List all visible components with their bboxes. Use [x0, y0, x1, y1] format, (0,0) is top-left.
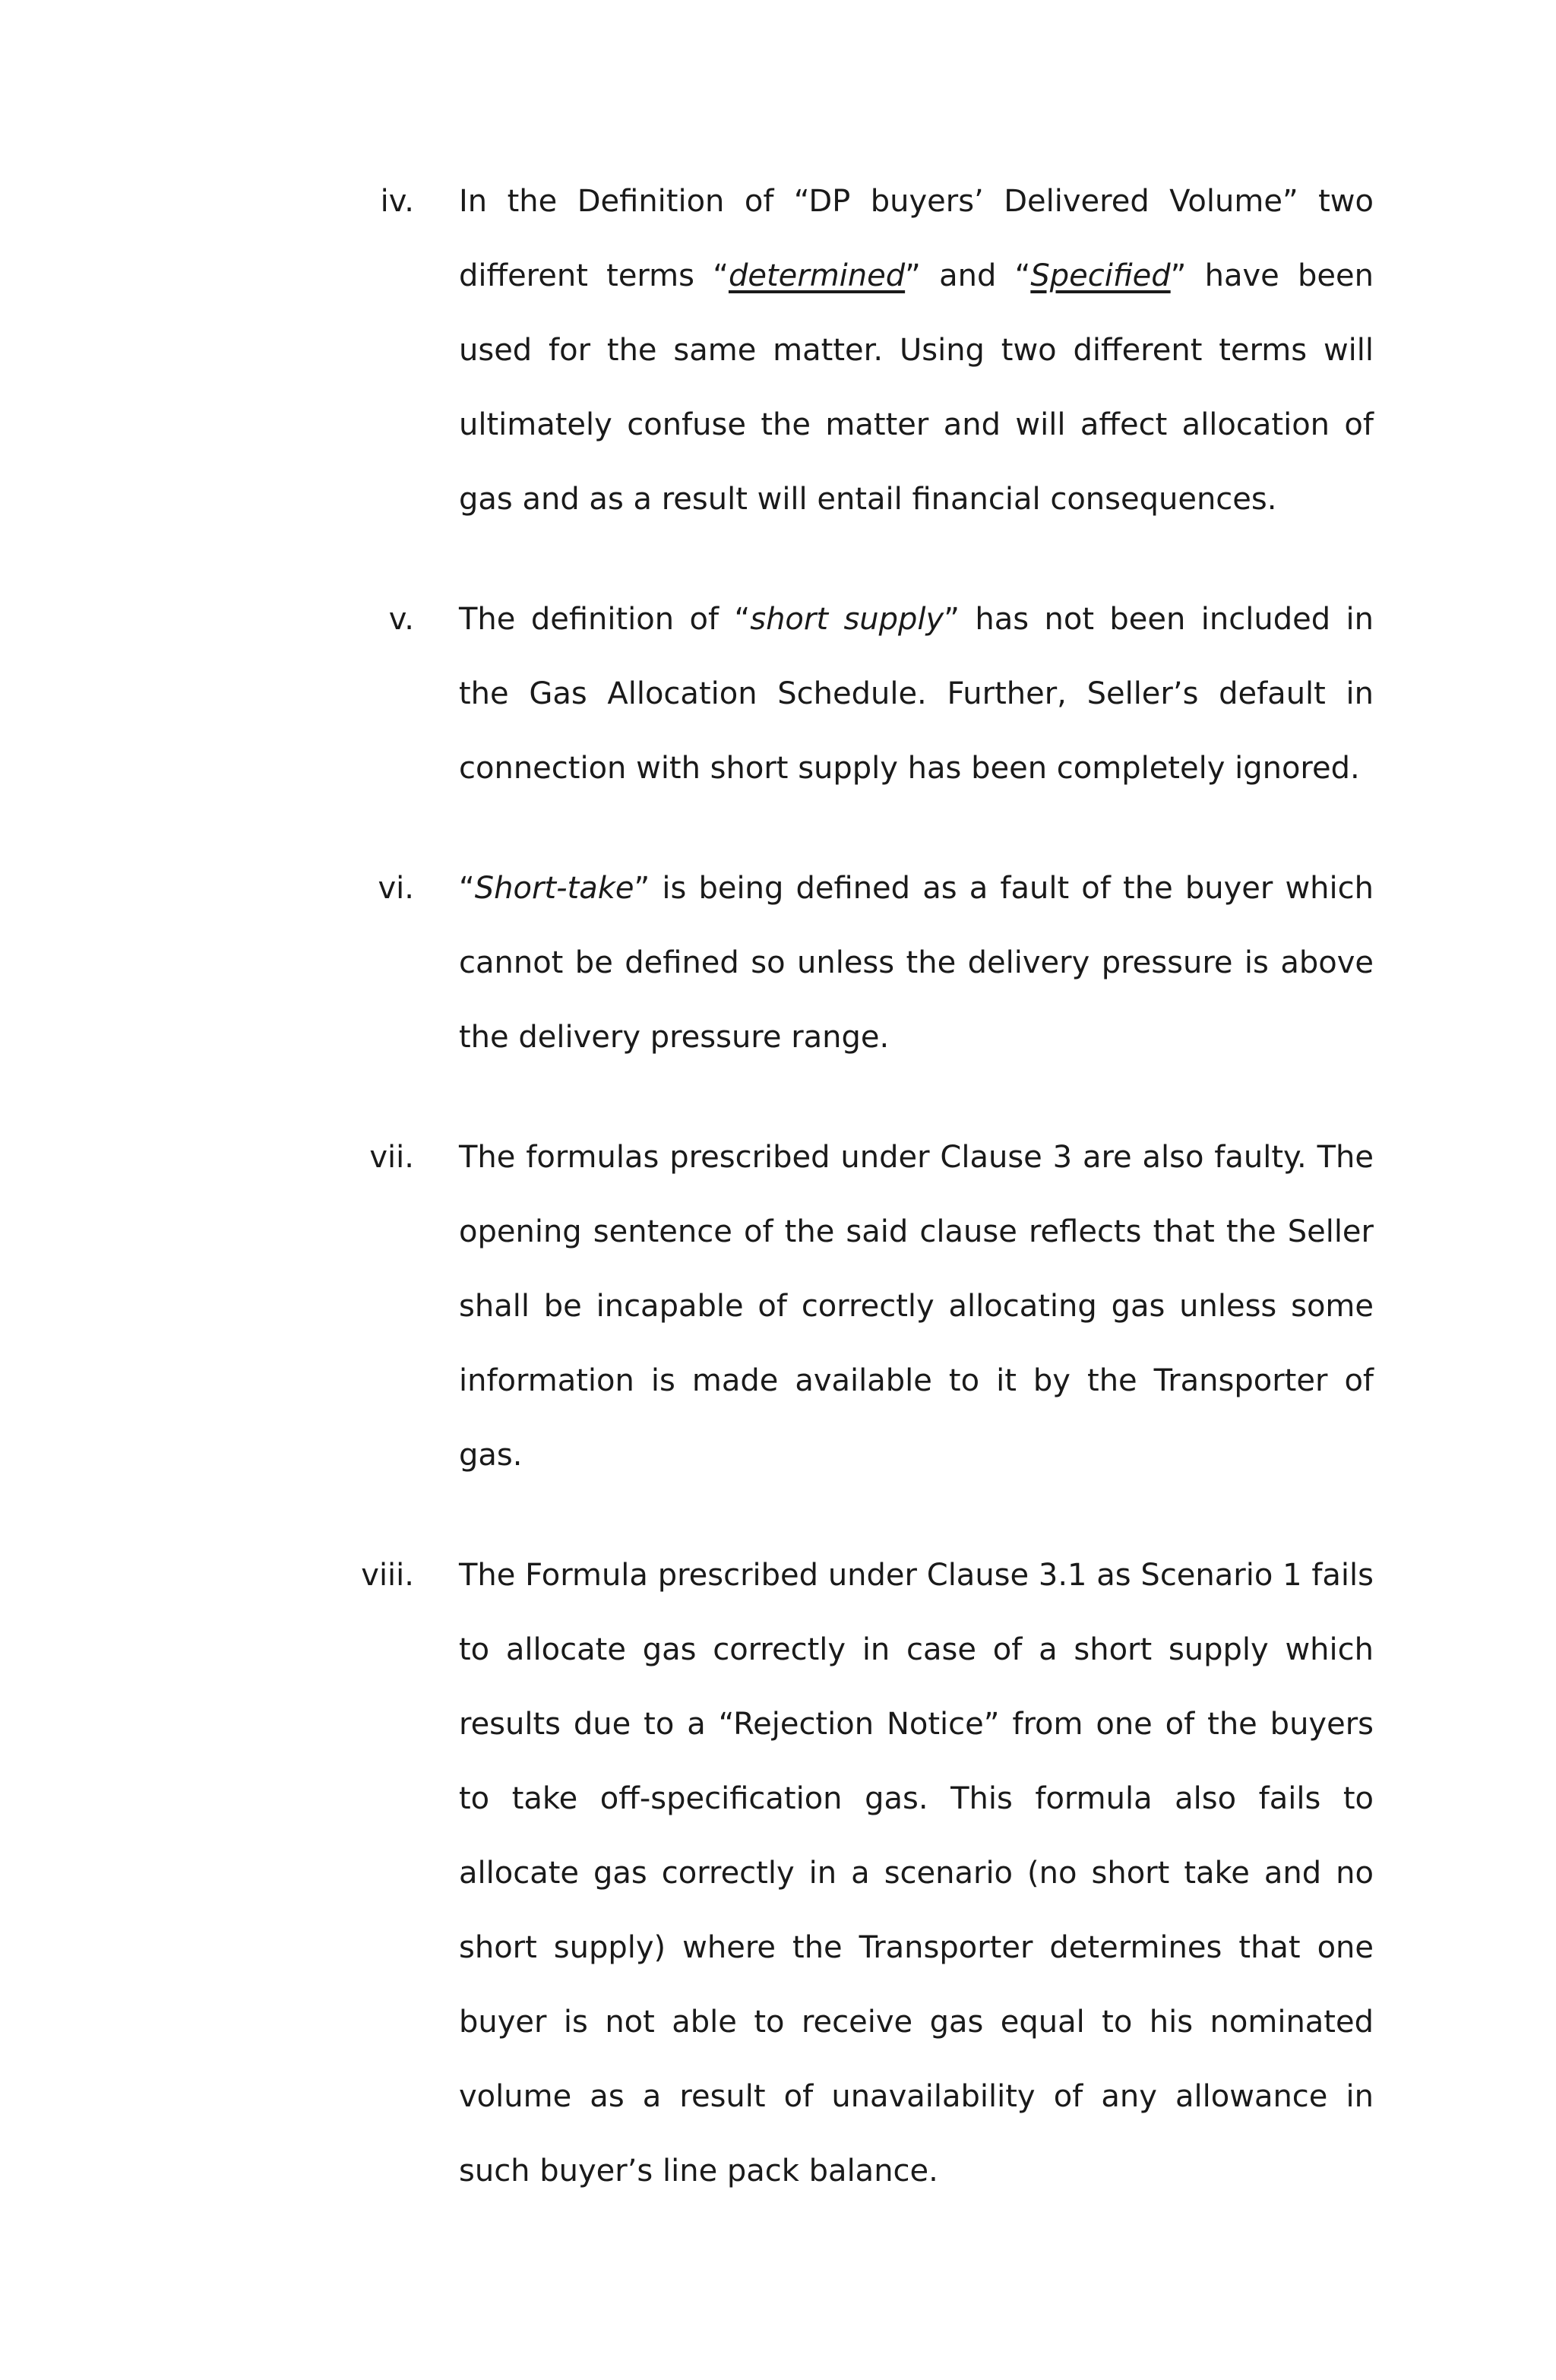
text-run: ” is being defined as a fault of the buyer which cannot be defined so unless the delivery pressure is above the delivery pressure range.: [459, 871, 1374, 1055]
term-short-supply: short supply: [750, 602, 944, 637]
item-text: [459, 582, 1374, 805]
text-run: “: [459, 871, 475, 906]
item-number: vii.: [369, 1140, 414, 1175]
text-run: ” and “: [905, 258, 1031, 293]
text-run: The definition of “: [459, 602, 751, 637]
term-short-take: Short-take: [474, 871, 634, 906]
text-run: ” have been used for the same matter. Using two different terms will ultimately confuse the matter and will affect allocation of gas and as a result will entail financial consequences.: [459, 258, 1374, 517]
item-number: viii.: [361, 1558, 414, 1593]
item-text: [459, 851, 1374, 1074]
item-text: [459, 164, 1374, 536]
item-number: iv.: [380, 184, 414, 219]
item-text: The formulas prescribed under Clause 3 are also faulty. The opening sentence of the said clause reflects that the Seller shall be incapable of correctly allocating gas unless some information is made available to it by the Transporter of gas.: [459, 1140, 1374, 1473]
item-number: v.: [388, 602, 414, 637]
text-run: ” has not been included in the Gas Allocation Schedule. Further, Seller’s default in connection with short supply has been completely ignored.: [459, 602, 1374, 786]
item-number: vi.: [378, 871, 414, 906]
item-text: The Formula prescribed under Clause 3.1 as Scenario 1 fails to allocate gas correctly in case of a short supply which results due to a “Rejection Notice” from one of the buyers to take off-specification gas. This formula also fails to allocate gas correctly in a scenario (no short take and no short supply) where the Transporter determines that one buyer is not able to receive gas equal to his nominated volume as a result of unavailability of any allowance in such buyer’s line pack balance.: [459, 1558, 1374, 2189]
term-determined: determined: [728, 258, 906, 293]
term-specified: Specified: [1030, 258, 1171, 293]
text-run: In the Definition of “DP buyers’ Delivered Volume” two different terms “: [459, 184, 1374, 293]
